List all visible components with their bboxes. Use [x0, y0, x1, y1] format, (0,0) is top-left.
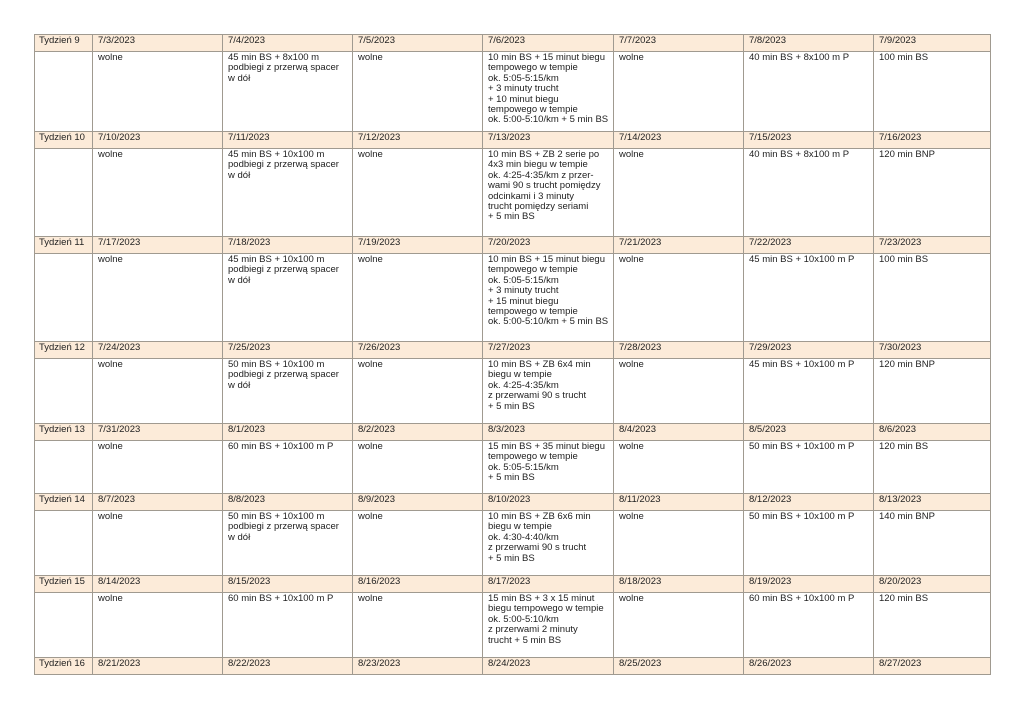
date-cell: 7/14/2023: [614, 132, 744, 149]
workout-cell: 60 min BS + 10x100 m P: [223, 593, 353, 658]
week-header-row: [35, 658, 991, 675]
workout-row: [35, 359, 991, 424]
date-cell: 8/8/2023: [223, 494, 353, 511]
date-cell: 7/12/2023: [353, 132, 483, 149]
workout-cell: 15 min BS + 3 x 15 minut biegu tempowego w tempie ok. 5:00-5:10/km z przerwami 2 minuty trucht + 5 min BS: [483, 593, 614, 658]
date-cell: 8/22/2023: [223, 658, 353, 675]
date-cell: 7/16/2023: [874, 132, 991, 149]
workout-row: [35, 593, 991, 658]
workout-cell: 120 min BNP: [874, 149, 991, 237]
workout-cell: 45 min BS + 8x100 m podbiegi z przerwą spacer w dół: [223, 52, 353, 132]
workout-cell: 45 min BS + 10x100 m P: [744, 359, 874, 424]
empty-week-cell: [35, 441, 93, 494]
date-cell: 8/4/2023: [614, 424, 744, 441]
workout-cell: wolne: [93, 359, 223, 424]
workout-cell: 50 min BS + 10x100 m P: [744, 441, 874, 494]
week-label: Tydzień 13: [35, 424, 93, 441]
workout-cell: wolne: [353, 149, 483, 237]
workout-cell: wolne: [93, 254, 223, 342]
training-plan-body: [35, 35, 991, 675]
date-cell: 7/11/2023: [223, 132, 353, 149]
date-cell: 8/19/2023: [744, 576, 874, 593]
date-cell: 7/29/2023: [744, 342, 874, 359]
empty-week-cell: [35, 511, 93, 576]
workout-cell: 120 min BNP: [874, 359, 991, 424]
workout-row: [35, 441, 991, 494]
date-cell: 7/31/2023: [93, 424, 223, 441]
date-cell: 7/15/2023: [744, 132, 874, 149]
workout-cell: 45 min BS + 10x100 m podbiegi z przerwą spacer w dół: [223, 149, 353, 237]
date-cell: 7/26/2023: [353, 342, 483, 359]
workout-cell: wolne: [353, 254, 483, 342]
date-cell: 7/5/2023: [353, 35, 483, 52]
date-cell: 7/13/2023: [483, 132, 614, 149]
date-cell: 7/28/2023: [614, 342, 744, 359]
date-cell: 7/19/2023: [353, 237, 483, 254]
date-cell: 8/6/2023: [874, 424, 991, 441]
workout-cell: wolne: [614, 359, 744, 424]
empty-week-cell: [35, 254, 93, 342]
workout-cell: wolne: [353, 593, 483, 658]
date-cell: 8/11/2023: [614, 494, 744, 511]
workout-cell: wolne: [614, 593, 744, 658]
workout-cell: 10 min BS + ZB 2 serie po 4x3 min biegu w tempie ok. 4:25-4:35/km z przer- wami 90 s trucht pomiędzy odcinkami i 3 minuty trucht pomiędzy seriami + 5 min BS: [483, 149, 614, 237]
workout-cell: wolne: [614, 254, 744, 342]
workout-cell: 10 min BS + ZB 6x6 min biegu w tempie ok. 4:30-4:40/km z przerwami 90 s trucht + 5 min BS: [483, 511, 614, 576]
workout-cell: 60 min BS + 10x100 m P: [223, 441, 353, 494]
date-cell: 7/20/2023: [483, 237, 614, 254]
workout-cell: wolne: [93, 52, 223, 132]
workout-cell: 10 min BS + 15 minut biegu tempowego w tempie ok. 5:05-5:15/km + 3 minuty trucht + 10 minut biegu tempowego w tempie ok. 5:00-5:10/km + 5 min BS: [483, 52, 614, 132]
empty-week-cell: [35, 359, 93, 424]
date-cell: 7/24/2023: [93, 342, 223, 359]
workout-cell: 15 min BS + 35 minut biegu tempowego w tempie ok. 5:05-5:15/km + 5 min BS: [483, 441, 614, 494]
workout-row: [35, 149, 991, 237]
date-cell: 7/7/2023: [614, 35, 744, 52]
workout-cell: 50 min BS + 10x100 m podbiegi z przerwą spacer w dół: [223, 511, 353, 576]
date-cell: 7/25/2023: [223, 342, 353, 359]
date-cell: 7/10/2023: [93, 132, 223, 149]
workout-cell: wolne: [614, 52, 744, 132]
date-cell: 7/6/2023: [483, 35, 614, 52]
week-header-row: [35, 237, 991, 254]
week-label: Tydzień 16: [35, 658, 93, 675]
date-cell: 8/21/2023: [93, 658, 223, 675]
date-cell: 8/9/2023: [353, 494, 483, 511]
week-header-row: [35, 342, 991, 359]
week-header-row: [35, 576, 991, 593]
workout-cell: 100 min BS: [874, 254, 991, 342]
date-cell: 8/5/2023: [744, 424, 874, 441]
date-cell: 7/3/2023: [93, 35, 223, 52]
workout-cell: 100 min BS: [874, 52, 991, 132]
date-cell: 7/21/2023: [614, 237, 744, 254]
workout-cell: 10 min BS + ZB 6x4 min biegu w tempie ok. 4:25-4:35/km z przerwami 90 s trucht + 5 min BS: [483, 359, 614, 424]
date-cell: 7/9/2023: [874, 35, 991, 52]
workout-cell: wolne: [353, 441, 483, 494]
workout-row: [35, 52, 991, 132]
week-header-row: [35, 132, 991, 149]
week-label: Tydzień 14: [35, 494, 93, 511]
date-cell: 8/16/2023: [353, 576, 483, 593]
week-label: Tydzień 10: [35, 132, 93, 149]
workout-cell: wolne: [93, 593, 223, 658]
date-cell: 7/18/2023: [223, 237, 353, 254]
workout-row: [35, 254, 991, 342]
date-cell: 7/8/2023: [744, 35, 874, 52]
workout-cell: 40 min BS + 8x100 m P: [744, 52, 874, 132]
training-plan-table: [34, 34, 991, 675]
date-cell: 8/12/2023: [744, 494, 874, 511]
workout-cell: wolne: [614, 441, 744, 494]
date-cell: 8/10/2023: [483, 494, 614, 511]
date-cell: 8/24/2023: [483, 658, 614, 675]
date-cell: 8/15/2023: [223, 576, 353, 593]
workout-cell: 120 min BS: [874, 441, 991, 494]
workout-cell: 50 min BS + 10x100 m P: [744, 511, 874, 576]
date-cell: 8/18/2023: [614, 576, 744, 593]
date-cell: 8/14/2023: [93, 576, 223, 593]
date-cell: 8/1/2023: [223, 424, 353, 441]
workout-cell: wolne: [93, 149, 223, 237]
date-cell: 8/2/2023: [353, 424, 483, 441]
workout-cell: 45 min BS + 10x100 m podbiegi z przerwą spacer w dół: [223, 254, 353, 342]
workout-row: [35, 511, 991, 576]
date-cell: 7/27/2023: [483, 342, 614, 359]
week-label: Tydzień 9: [35, 35, 93, 52]
empty-week-cell: [35, 52, 93, 132]
workout-cell: 140 min BNP: [874, 511, 991, 576]
date-cell: 8/25/2023: [614, 658, 744, 675]
workout-cell: 120 min BS: [874, 593, 991, 658]
date-cell: 7/30/2023: [874, 342, 991, 359]
workout-cell: 45 min BS + 10x100 m P: [744, 254, 874, 342]
date-cell: 8/3/2023: [483, 424, 614, 441]
workout-cell: 50 min BS + 10x100 m podbiegi z przerwą spacer w dół: [223, 359, 353, 424]
date-cell: 8/26/2023: [744, 658, 874, 675]
date-cell: 8/27/2023: [874, 658, 991, 675]
workout-cell: 60 min BS + 10x100 m P: [744, 593, 874, 658]
workout-cell: wolne: [93, 441, 223, 494]
workout-cell: wolne: [93, 511, 223, 576]
workout-cell: wolne: [353, 359, 483, 424]
workout-cell: wolne: [353, 511, 483, 576]
workout-cell: wolne: [353, 52, 483, 132]
date-cell: 8/17/2023: [483, 576, 614, 593]
workout-cell: 10 min BS + 15 minut biegu tempowego w tempie ok. 5:05-5:15/km + 3 minuty trucht + 15 minut biegu tempowego w tempie ok. 5:00-5:10/km + 5 min BS: [483, 254, 614, 342]
date-cell: 8/13/2023: [874, 494, 991, 511]
week-header-row: [35, 494, 991, 511]
workout-cell: 40 min BS + 8x100 m P: [744, 149, 874, 237]
date-cell: 8/20/2023: [874, 576, 991, 593]
week-header-row: [35, 35, 991, 52]
empty-week-cell: [35, 149, 93, 237]
date-cell: 8/7/2023: [93, 494, 223, 511]
date-cell: 7/23/2023: [874, 237, 991, 254]
empty-week-cell: [35, 593, 93, 658]
date-cell: 8/23/2023: [353, 658, 483, 675]
week-label: Tydzień 12: [35, 342, 93, 359]
week-label: Tydzień 11: [35, 237, 93, 254]
date-cell: 7/17/2023: [93, 237, 223, 254]
date-cell: 7/22/2023: [744, 237, 874, 254]
date-cell: 7/4/2023: [223, 35, 353, 52]
week-header-row: [35, 424, 991, 441]
workout-cell: wolne: [614, 149, 744, 237]
workout-cell: wolne: [614, 511, 744, 576]
week-label: Tydzień 15: [35, 576, 93, 593]
